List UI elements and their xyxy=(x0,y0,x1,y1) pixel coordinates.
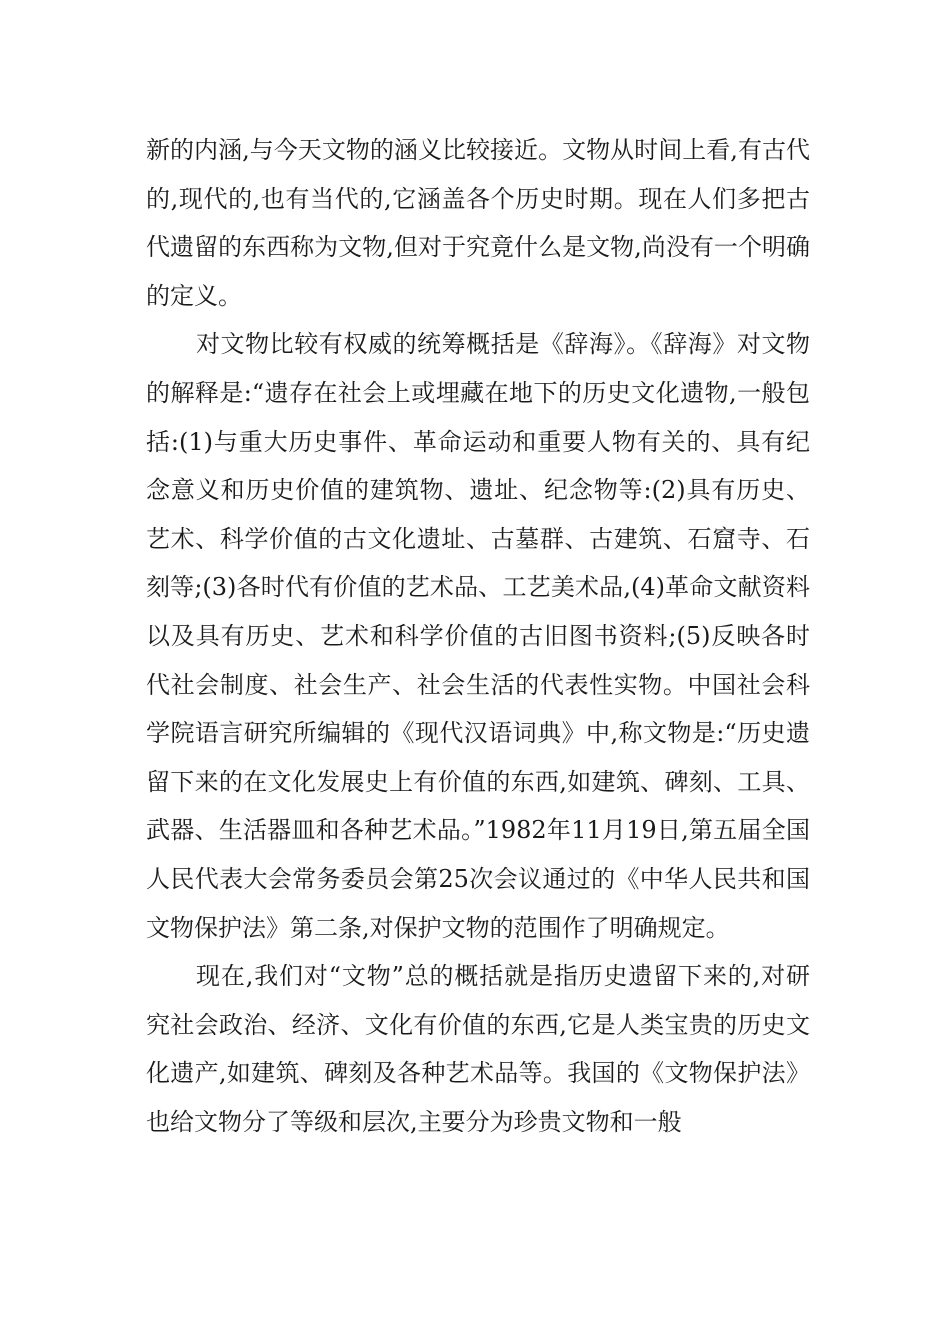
paragraph-2: 对文物比较有权威的统筹概括是《辞海》。《辞海》对文物的解释是:“遗存在社会上或埋藏在地下的历史文化遗物,一般包括:(1)与重大历史事件、革命运动和重要人物有关的、具有纪念意义和历史价值的建筑物、遗址、纪念物等:(2)具有历史、艺术、科学价值的古文化遗址、古墓群、古建筑、石窟寺、石刻等;(3)各时代有价值的艺术品、工艺美术品,(4)革命文献资料以及具有历史、艺术和科学价值的古旧图书资料;(5)反映各时代社会制度、社会生产、社会生活的代表性实物。中国社会科学院语言研究所编辑的《现代汉语词典》中,称文物是:“历史遗留下来的在文化发展史上有价值的东西,如建筑、碑刻、工具、武器、生活器皿和各种艺术品。”1982年11月19日,第五届全国人民代表大会常务委员会第25次会议通过的《中华人民共和国文物保护法》第二条,对保护文物的范围作了明确规定。 xyxy=(146,330,810,942)
document-page xyxy=(146,126,810,1146)
paragraph-1: 新的内涵,与今天文物的涵义比较接近。文物从时间上看,有古代的,现代的,也有当代的,它涵盖各个历史时期。现在人们多把古代遗留的东西称为文物,但对于究竟什么是文物,尚没有一个明确的定义。 xyxy=(146,136,810,310)
paragraph-3: 现在,我们对“文物”总的概括就是指历史遗留下来的,对研究社会政治、经济、文化有价值的东西,它是人类宝贵的历史文化遗产,如建筑、碑刻及各种艺术品等。我国的《文物保护法》也给文物分了等级和层次,主要分为珍贵文物和一般 xyxy=(146,962,810,1136)
